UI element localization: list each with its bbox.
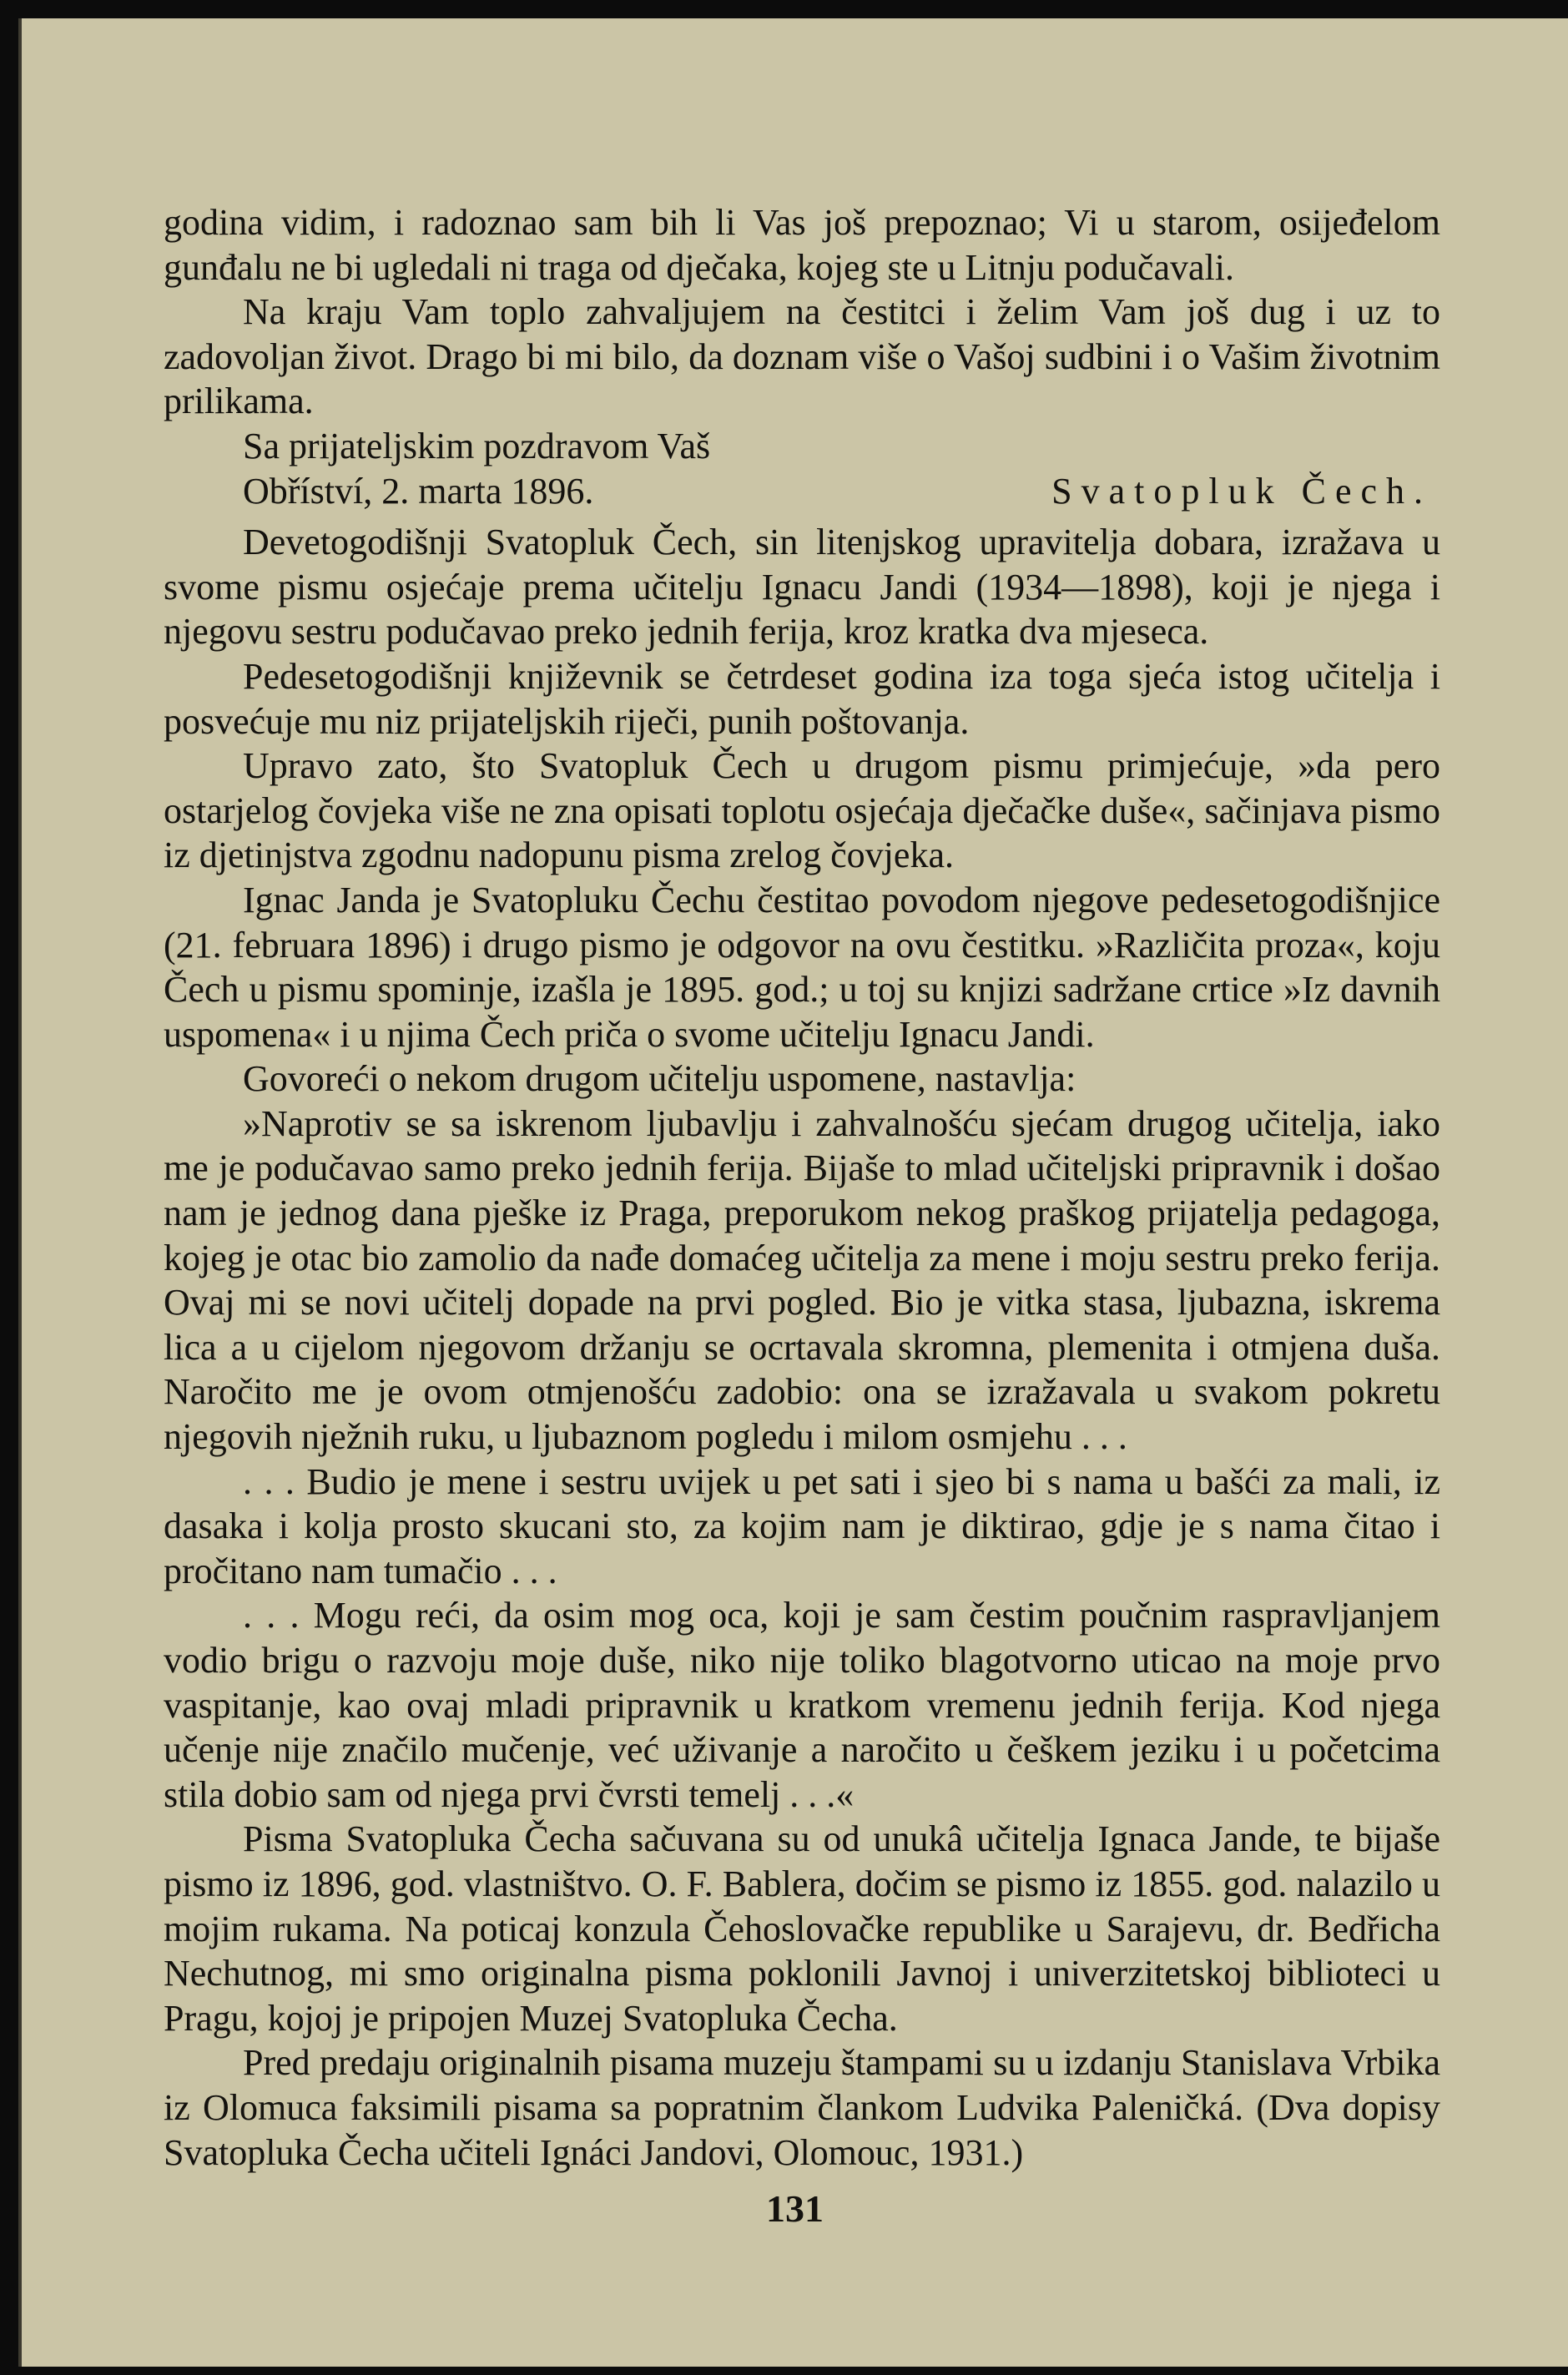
letter-paragraph-2: Na kraju Vam toplo zahvaljujem na čestitci i želim Vam još dug i uz to zadovoljan život. Drago bi mi bilo, da doznam više o Vašoj sudbini i o Vašim životnim prilikama. [164,291,1440,422]
paragraph: Govoreći o nekom drugom učitelju uspomene, nastavlja: [243,1058,1076,1100]
quote-paragraph: . . . Mogu reći, da osim mog oca, koji je sam čestim poučnim raspravljanjem vodio brigu o razvoju moje duše, niko nije toliko blagotvorno uticao na moje prvo vaspitanje, kao ovaj mladi pripravnik u kratkom vremenu jednih ferija. Kod njega učenje nije značilo mučenje, već uživanje a naročito u češkem jeziku i u početcima stila dobio sam od njega prvi čvrsti temelj . . .« [164,1595,1440,1815]
body-text [164,200,1440,2175]
paragraph: Pedesetogodišnji književnik se četrdeset godina iza toga sjeća istog učitelja i posvećuje mu niz prijateljskih riječi, punih poštovanja. [164,655,1440,742]
paragraph: Pred predaju originalnih pisama muzeju štampami su u izdanju Stanislava Vrbika iz Olomuca faksimili pisama sa popratnim člankom Ludvika Paleničká. (Dva dopisy Svatopluka Čecha učiteli Ignáci Jandovi, Olomouc, 1931.) [164,2042,1440,2173]
book-page [18,18,1568,2367]
paragraph: Upravo zato, što Svatopluk Čech u drugom pismu primjećuje, »da pero ostarjelog čovjeka više ne zna opisati toplotu osjećaja dječačke duše«, sačinjava pismo iz djetinjstva zgodnu nadopunu pisma zrelog čovjeka. [164,745,1440,876]
paragraph: Devetogodišnji Svatopluk Čech, sin litenjskog upravitelja dobara, izražava u svome pismu osjećaje prema učitelju Ignacu Jandi (1934—1898), koji je njega i njegovu sestru podučavao preko jednih ferija, kroz kratka dva mjeseca. [164,522,1440,653]
quote-paragraph: . . . Budio je mene i sestru uvijek u pet sati i sjeo bi s nama u bašći za mali, iz dasaka i kolja prosto skucani sto, za kojim nam je diktirao, gdje je s nama čitao i pročitano nam tumačio . . . [164,1460,1440,1591]
letter-place-date: Obříství, 2. marta 1896. [243,470,594,512]
letter-signature: Svatopluk Čech. [1051,470,1432,512]
paragraph: Pisma Svatopluka Čecha sačuvana su od unukâ učitelja Ignaca Jande, te bijaše pismo iz 1896, god. vlastništvo. O. F. Bablera, dočim se pismo iz 1855. god. nalazilo u mojim rukama. Na poticaj konzula Čehoslovačke republike u Sarajevu, dr. Bedřicha Nechutnog, mi smo originalna pisma poklonili Javnoj i univerzitetskoj biblioteci u Pragu, kojoj je pripojen Muzej Svatopluka Čecha. [164,1818,1440,2039]
paragraph: Ignac Janda je Svatopluku Čechu čestitao povodom njegove pedesetogodišnjice (21. februara 1896) i drugo pismo je odgovor na ovu čestitku. »Različita proza«, koju Čech u pismu spominje, izašla je 1895. god.; u toj su knjizi sadržane crtice »Iz davnih uspomena« i u njima Čech priča o svome učitelju Ignacu Jandi. [164,879,1440,1055]
quote-paragraph: »Naprotiv se sa iskrenom ljubavlju i zahvalnošću sjećam drugog učitelja, iako me je podučavao samo preko jednih ferija. Bijaše to mlad učiteljski pripravnik i došao nam je jednog dana pješke iz Praga, preporukom nekog praškog prijatelja pedagoga, kojeg je otac bio zamolio da nađe domaćeg učitelja za mene i moju sestru preko ferija. Ovaj mi se novi učitelj dopade na prvi pogled. Bio je vitka stasa, ljubazna, iskrema lica a u cijelom njegovom držanju se ocrtavala skromna, plemenita i otmjena duša. Naročito me je ovom otmjenošću zadobio: ona se izražavala u svakom pokretu njegovih nježnih ruku, u ljubaznom pogledu i milom osmjehu . . . [164,1102,1440,1458]
letter-closing: Sa prijateljskim pozdravom Vaš [243,425,711,466]
letter-paragraph-1: godina vidim, i radoznao sam bih li Vas još prepoznao; Vi u starom, osijeđelom gunđalu ne bi ugledali ni traga od dječaka, kojeg ste u Litnju podučavali. [164,202,1440,288]
signature-line [164,469,1440,514]
page-number: 131 [766,2187,824,2230]
